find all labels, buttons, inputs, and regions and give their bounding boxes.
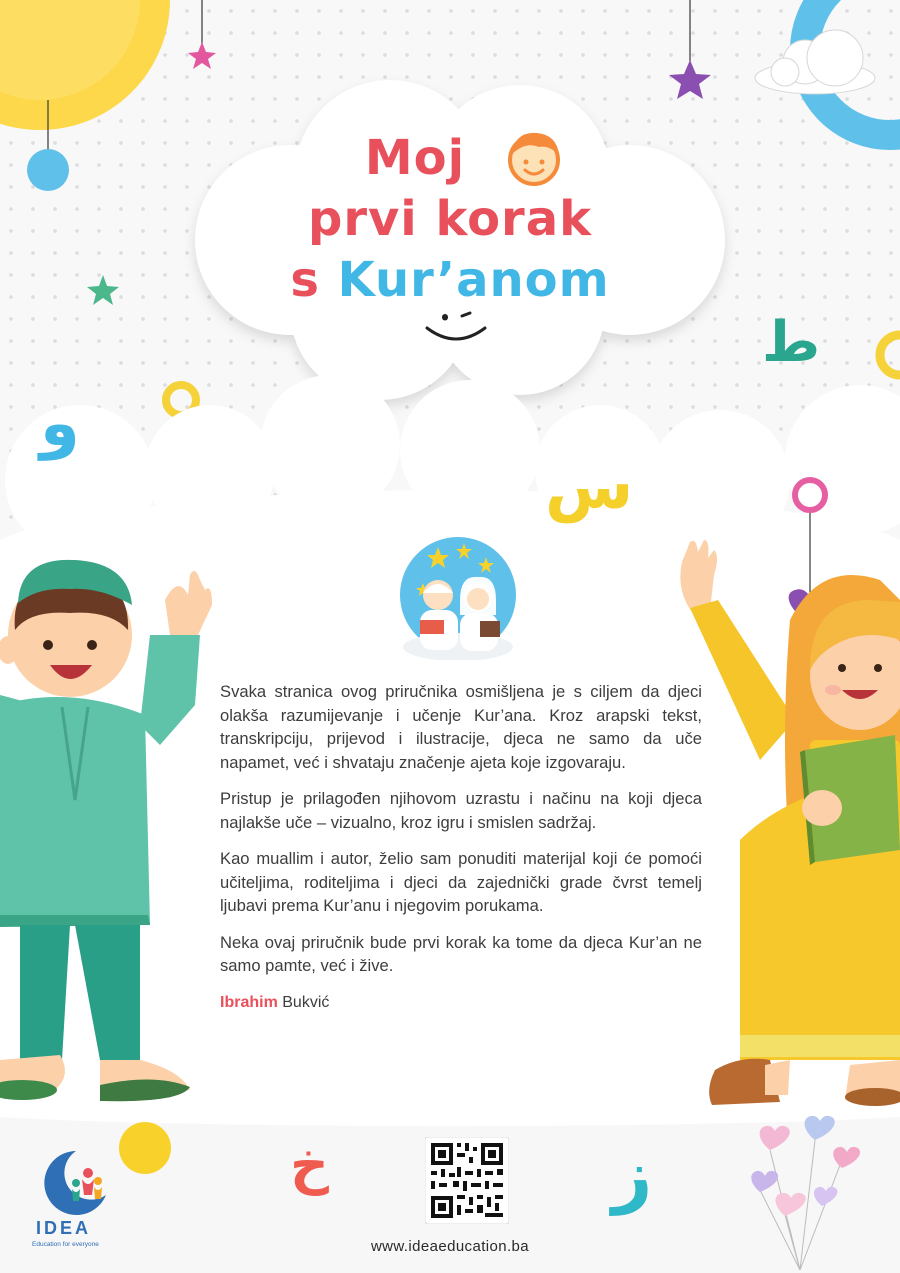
introduction-text [220,680,702,1014]
paragraph-3: Kao muallim i autor, želio sam ponuditi materijal koji će pomoći učiteljima, roditeljima i djeci da zajednički grade čvrst temelj ljubavi prema Kur’anu i njegovim porukama. [220,849,702,915]
letter-kha: خ [290,1133,329,1196]
letter-zay: ز [612,1134,653,1216]
website-url[interactable]: www.ideaeducation.ba [370,1238,530,1255]
kids-reading-medallion [398,535,518,660]
hanging-star-pink [188,42,216,69]
idea-logo-word: IDEA [36,1218,92,1238]
author-signature [220,991,702,1015]
book-title [0,128,900,311]
author-last-name: Bukvić [282,993,330,1011]
idea-logo-icon [36,1145,114,1221]
author-first-name: Ibrahim [220,993,278,1011]
paragraph-4: Neka ovaj priručnik bude prvi korak ka tome da djeca Kur’an ne samo pamte, već i žive. [220,932,702,975]
small-cloud [755,30,875,94]
paragraph-1: Svaka stranica ovog priručnika osmišljena je s ciljem da djeci olakša razumijevanje i učenje Kur’ana. Kroz arapski tekst, transkripciju, prijevod i ilustracije, djeca ne samo da uče napamet, već i shvataju značenje ajeta koje izgovaraju. [220,682,702,772]
letter-sin: س [545,450,634,524]
qr-code[interactable] [425,1137,509,1224]
paragraph-2: Pristup je prilagođen njihovom uzrastu i načinu na koji djeca najlakše uče – vizualno, kroz igru i smislen sadržaj. [220,789,702,832]
boy-character [0,555,220,1110]
hanging-star-purple [669,60,711,99]
title-line-3 [0,250,900,311]
yellow-ring-right [880,335,900,375]
letter-waw: و [40,387,80,461]
letter-ta: ط [762,310,821,375]
girl-character [670,540,900,1110]
yellow-dot [119,1122,171,1174]
title-line-1: Moj [364,130,466,186]
title-line-3-word: Kur’anom [337,252,610,308]
idea-logo-tagline: Education for everyone [32,1241,99,1248]
title-line-3-prefix: s [290,252,320,308]
title-line-2: prvi korak [307,191,593,247]
